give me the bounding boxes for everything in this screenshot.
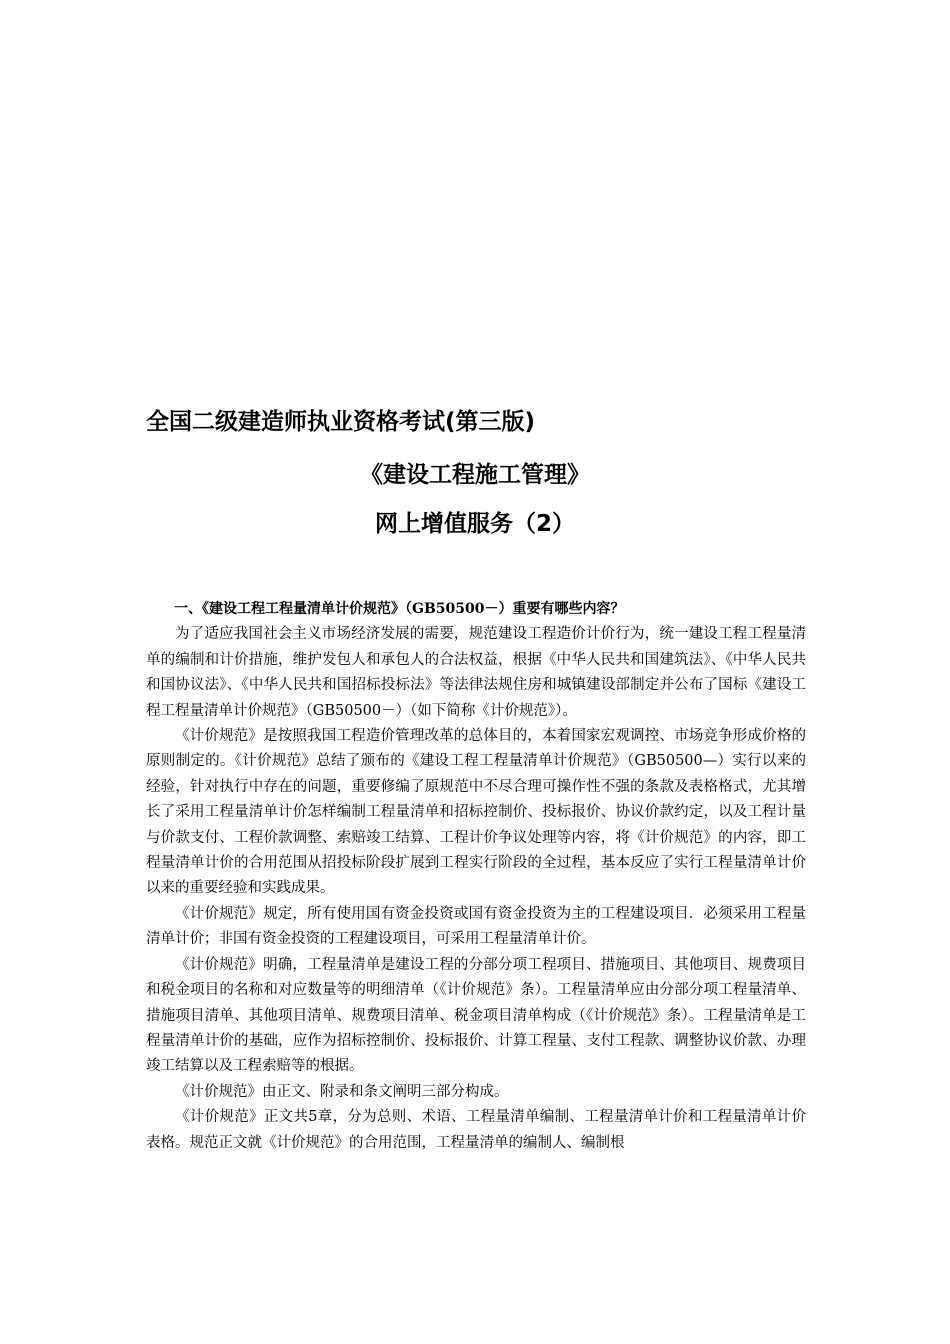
- document-title-exam: 全国二级建造师执业资格考试(第三版): [146, 409, 536, 435]
- document-title-service: 网上增值服务（2）: [374, 511, 575, 537]
- paragraph-6: 《计价规范》正文共5章，分为总则、术语、工程量清单编制、工程量清单计价和工程量清单计价表格。规范正文就《计价规范》的合用范围，工程量清单的编制人、编制根: [146, 1109, 806, 1151]
- paragraph-3: 《计价规范》规定，所有使用国有资金投资或国有资金投资为主的工程建设项目．必须采用工程量清单计价；非国有资金投资的工程建设项目，可采用工程量清单计价。: [146, 905, 806, 948]
- paragraph-4: 《计价规范》明确，工程量清单是建设工程的分部分项工程项目、措施项目、其他项目、规费项目和税金项目的名称和对应数量等的明细清单（《计价规范》条）。工程量清单应由分部分项工程量清单、措施项目清单、其他项目清单、规费项目清单、税金项目清单构成（《计价规范》条）。工程量清单是工程量清单计价的基础，应作为招标控制价、投标报价、计算工程量、支付工程款、调整协议价款、办理竣工结算以及工程索赔等的根据。: [146, 956, 806, 1075]
- section-heading: 一、《建设工程工程量清单计价规范》（GB50500－）重要有哪些内容？: [174, 601, 625, 617]
- paragraph-5: 《计价规范》由正文、附录和条文阐明三部分构成。: [175, 1083, 509, 1100]
- document-title-subject: 《建设工程施工管理》: [360, 462, 590, 488]
- paragraph-2: 《计价规范》是按照我国工程造价管理改革的总体目的，本着国家宏观调控、市场竞争形成价格的原则制定的。《计价规范》总结了颁布的《建设工程工程量清单计价规范》（GB50500—）实行以来的经验，针对执行中存在的问题，重要修编了原规范中不尽合理可操作性不强的条款及表格格式，尤其增长了采用工程量清单计价怎样编制工程量清单和招标控制价、投标报价、协议价款约定，以及工程计量与价款支付、工程价款调整、索赔竣工结算、工程计价争议处理等内容，将《计价规范》的内容，即工程量清单计价的合用范围从招投标阶段扩展到工程实行阶段的全过程，基本反应了实行工程量清单计价以来的重要经验和实践成果。: [146, 728, 806, 897]
- document-body: [146, 597, 806, 1156]
- paragraph-1: 为了适应我国社会主义市场经济发展的需要，规范建设工程造价计价行为，统一建设工程工程量清单的编制和计价措施，维护发包人和承包人的合法权益，根据《中华人民共和国建筑法》、《中华人民共和国协议法》、《中华人民共和国招标投标法》等法律法规住房和城镇建设部制定并公布了国标《建设工程工程量清单计价规范》（GB50500－）（如下简称《计价规范》）。: [146, 626, 806, 719]
